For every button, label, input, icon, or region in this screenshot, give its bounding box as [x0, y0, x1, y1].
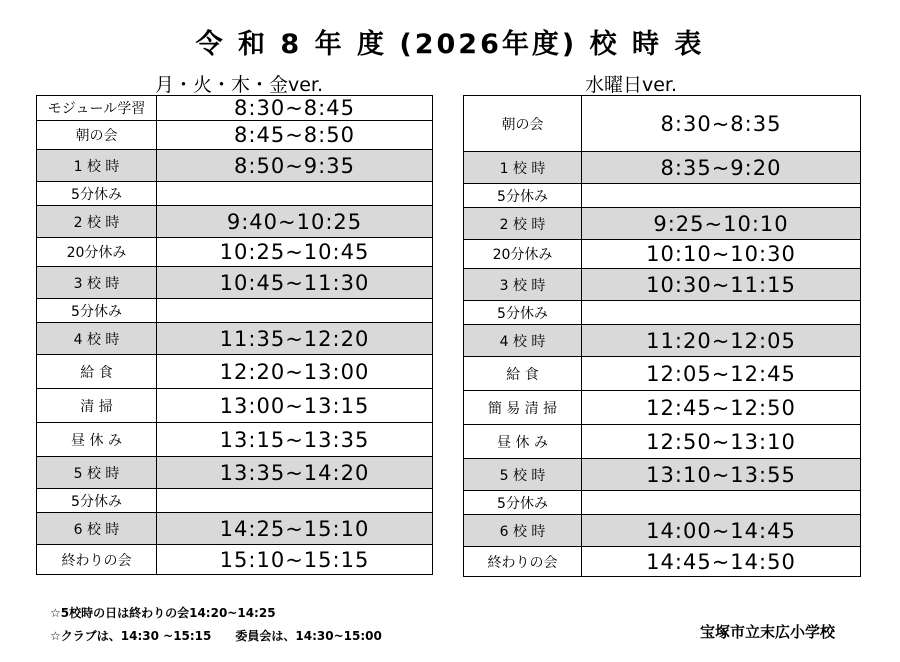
period-time — [582, 491, 861, 515]
period-label: 3 校 時 — [464, 269, 582, 301]
period-time: 10:45~11:30 — [157, 267, 433, 299]
period-time: 13:10~13:55 — [582, 459, 861, 491]
period-label: 5 校 時 — [464, 459, 582, 491]
period-label: 2 校 時 — [37, 206, 157, 238]
wednesday-row — [464, 491, 861, 515]
period-label: 終わりの会 — [464, 547, 582, 577]
period-time — [157, 182, 433, 206]
period-time: 10:25~10:45 — [157, 238, 433, 267]
period-label: 終わりの会 — [37, 545, 157, 575]
page-title: 令 和 8 年 度 (2026年度) 校 時 表 — [195, 29, 705, 60]
weekday-row — [37, 389, 433, 423]
wednesday-timetable — [463, 95, 861, 577]
period-label: 6 校 時 — [464, 515, 582, 547]
wednesday-row — [464, 515, 861, 547]
wednesday-row — [464, 240, 861, 269]
period-label: 5分休み — [464, 184, 582, 208]
weekday-subtitle: 月・火・木・金ver. — [155, 74, 324, 96]
period-label: 清 掃 — [37, 389, 157, 423]
wednesday-row — [464, 547, 861, 577]
wednesday-row — [464, 152, 861, 184]
period-label: 5分休み — [464, 301, 582, 325]
weekday-row — [37, 545, 433, 575]
period-time — [582, 184, 861, 208]
period-label: 給 食 — [464, 357, 582, 391]
weekday-row — [37, 423, 433, 457]
weekday-row — [37, 513, 433, 545]
period-label: モジュール学習 — [37, 96, 157, 121]
period-time: 8:30~8:45 — [157, 96, 433, 121]
period-time: 8:45~8:50 — [157, 121, 433, 150]
period-time: 10:30~11:15 — [582, 269, 861, 301]
wednesday-row — [464, 357, 861, 391]
wednesday-row — [464, 301, 861, 325]
period-time: 8:35~9:20 — [582, 152, 861, 184]
wednesday-row — [464, 269, 861, 301]
period-label: 朝の会 — [37, 121, 157, 150]
period-label: 5 校 時 — [37, 457, 157, 489]
period-time: 15:10~15:15 — [157, 545, 433, 575]
period-time: 12:50~13:10 — [582, 425, 861, 459]
period-time: 10:10~10:30 — [582, 240, 861, 269]
weekday-row — [37, 238, 433, 267]
period-time: 14:45~14:50 — [582, 547, 861, 577]
period-label: 2 校 時 — [464, 208, 582, 240]
period-label: 3 校 時 — [37, 267, 157, 299]
wednesday-row — [464, 391, 861, 425]
period-time — [157, 299, 433, 323]
period-label: 4 校 時 — [37, 323, 157, 355]
period-time: 12:05~12:45 — [582, 357, 861, 391]
period-time — [157, 489, 433, 513]
school-name: 宝塚市立末広小学校 — [700, 623, 836, 641]
period-time: 12:45~12:50 — [582, 391, 861, 425]
period-time: 13:35~14:20 — [157, 457, 433, 489]
period-label: 20分休み — [464, 240, 582, 269]
period-time: 9:25~10:10 — [582, 208, 861, 240]
period-label: 1 校 時 — [37, 150, 157, 182]
period-time: 12:20~13:00 — [157, 355, 433, 389]
weekday-row — [37, 457, 433, 489]
period-time: 14:25~15:10 — [157, 513, 433, 545]
period-label: 昼 休 み — [464, 425, 582, 459]
wednesday-subtitle: 水曜日ver. — [585, 74, 678, 96]
period-time: 8:30~8:35 — [582, 96, 861, 152]
period-label: 5分休み — [464, 491, 582, 515]
period-label: 朝の会 — [464, 96, 582, 152]
weekday-row — [37, 96, 433, 121]
period-label: 簡 易 清 掃 — [464, 391, 582, 425]
weekday-row — [37, 299, 433, 323]
wednesday-row — [464, 325, 861, 357]
wednesday-row — [464, 425, 861, 459]
period-label: 5分休み — [37, 489, 157, 513]
weekday-row — [37, 267, 433, 299]
weekday-timetable — [36, 95, 433, 575]
period-label: 6 校 時 — [37, 513, 157, 545]
period-time: 11:35~12:20 — [157, 323, 433, 355]
wednesday-row — [464, 208, 861, 240]
period-label: 給 食 — [37, 355, 157, 389]
weekday-row — [37, 121, 433, 150]
period-time — [582, 301, 861, 325]
period-label: 昼 休 み — [37, 423, 157, 457]
wednesday-row — [464, 184, 861, 208]
period-label: 5分休み — [37, 299, 157, 323]
wednesday-row — [464, 459, 861, 491]
period-label: 1 校 時 — [464, 152, 582, 184]
note-fifth-period: ☆5校時の日は終わりの会14:20~14:25 — [50, 606, 276, 620]
period-label: 4 校 時 — [464, 325, 582, 357]
period-time: 8:50~9:35 — [157, 150, 433, 182]
period-time: 13:15~13:35 — [157, 423, 433, 457]
wednesday-row — [464, 96, 861, 152]
period-time: 13:00~13:15 — [157, 389, 433, 423]
weekday-row — [37, 323, 433, 355]
period-time: 9:40~10:25 — [157, 206, 433, 238]
note-club-committee: ☆クラブは、14:30 ~15:15 委員会は、14:30~15:00 — [50, 629, 382, 643]
period-label: 20分休み — [37, 238, 157, 267]
period-label: 5分休み — [37, 182, 157, 206]
weekday-row — [37, 206, 433, 238]
weekday-row — [37, 150, 433, 182]
period-time: 11:20~12:05 — [582, 325, 861, 357]
weekday-row — [37, 489, 433, 513]
weekday-row — [37, 355, 433, 389]
weekday-row — [37, 182, 433, 206]
period-time: 14:00~14:45 — [582, 515, 861, 547]
